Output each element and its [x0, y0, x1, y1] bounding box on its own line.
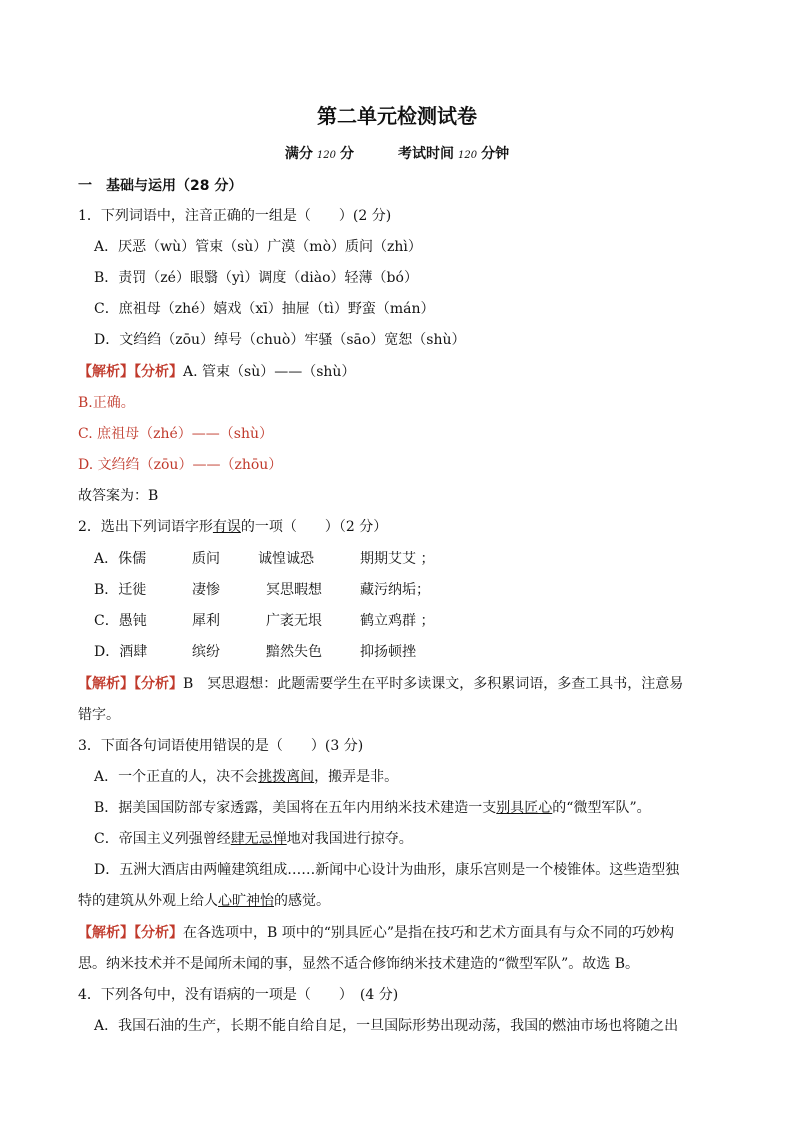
option-word: 缤纷	[192, 644, 220, 660]
question-1-answer: 故答案为：B	[78, 488, 159, 504]
question-1-option-d: D．文绉绉（zōu）绰号（chuò）牢骚（sāo）宽恕（shù）	[94, 332, 466, 348]
question-2-analysis-cont: 错字。	[78, 707, 120, 723]
option-word: 抑扬顿挫	[360, 644, 416, 660]
full-score-unit: 分	[340, 146, 354, 162]
analysis-text: 在各选项中，B 项中的“别具匠心”是指在技巧和艺术方面具有与众不同的巧妙构	[183, 925, 675, 941]
analysis-line-c: C. 庶祖母（zhé）——（shù）	[78, 426, 274, 442]
question-3-stem: 3．下面各句词语使用错误的是（ ）(3 分)	[78, 738, 364, 754]
option-text: C．帝国主义列强曾经	[94, 831, 231, 847]
question-1-stem: 1．下列词语中，注音正确的一组是（ ）(2 分)	[78, 208, 392, 224]
question-2-stem	[78, 517, 387, 537]
question-4-stem: 4．下列各句中，没有语病的一项是（ ） (4 分)	[78, 987, 399, 1003]
question-3-analysis	[78, 923, 674, 943]
option-text: 的“微型军队”。	[552, 800, 651, 816]
question-2-stem-pre: 2．选出下列词语字形	[78, 519, 213, 535]
question-2-option-a	[94, 549, 434, 569]
option-word: 鹤立鸡群 ；	[360, 613, 435, 629]
question-3-option-a	[94, 767, 398, 787]
question-1-option-a: A．厌恶（wù）管束（sù）广漠（mò）质问（zhì）	[94, 239, 422, 255]
option-underlined: 别具匠心	[496, 800, 553, 816]
analysis-tag: 【解析】【分析】	[78, 925, 183, 941]
option-text: 地对我国进行掠夺。	[286, 831, 413, 847]
exam-time-unit: 分钟	[481, 146, 510, 162]
question-2-option-c	[94, 611, 434, 631]
question-4-option-a: A．我国石油的生产，长期不能自给自足，一旦国际形势出现动荡，我国的燃油市场也将随之出	[94, 1018, 679, 1034]
option-word: 黯然失色	[266, 644, 322, 660]
question-3-analysis-cont: 思。纳米技术并不是闻所未闻的事，显然不适合修饰纳米技术建造的“微型军队”。故选 B。	[78, 956, 640, 972]
option-word: 冥思暇想	[266, 582, 322, 598]
option-underlined: 挑拨离间	[258, 769, 315, 785]
option-text: 特的建筑从外观上给人	[78, 893, 218, 909]
option-word: 藏污纳垢；	[360, 582, 430, 598]
option-word: 质问	[192, 551, 220, 567]
option-underlined: 肆无忌惮	[230, 831, 287, 847]
option-word: 诚惶诚恐	[258, 551, 314, 567]
analysis-text: A. 管束（sù）——（shù）	[183, 364, 356, 380]
question-2-stem-underlined: 有误	[212, 519, 241, 535]
section-heading: 一 基础与运用（28 分）	[78, 178, 243, 194]
question-1-option-c: C．庶祖母（zhé）嬉戏（xī）抽屉（tì）野蛮（mán）	[94, 301, 435, 317]
option-text: ，搬弄是非。	[314, 769, 399, 785]
option-word: C．愚钝	[94, 613, 147, 629]
question-1-analysis	[78, 362, 355, 382]
full-score-value: 120	[316, 150, 336, 161]
page-subtitle	[0, 144, 794, 166]
question-3-option-d-cont	[78, 891, 330, 911]
analysis-line-b: B.正确。	[78, 395, 135, 411]
option-text: 的感觉。	[274, 893, 330, 909]
option-word: B．迁徙	[94, 582, 147, 598]
question-3-option-d: D．五洲大酒店由两幢建筑组成……新闻中心设计为曲形，康乐宫则是一个棱锥体。这些造型独	[94, 862, 680, 878]
exam-time-value: 120	[458, 150, 478, 161]
analysis-text: B 冥思遐想：此题需要学生在平时多读课文，多积累词语，多查工具书，注意易	[183, 676, 684, 692]
option-word: 凄惨	[192, 582, 220, 598]
option-word: 期期艾艾 ；	[360, 551, 435, 567]
analysis-tag: 【解析】【分析】	[78, 676, 183, 692]
analysis-line-d: D. 文绉绉（zōu）——（zhōu）	[78, 457, 283, 473]
option-word: 犀利	[192, 613, 220, 629]
question-3-option-c	[94, 829, 413, 849]
option-text: B．据美国国防部专家透露，美国将在五年内用纳米技术建造一支	[94, 800, 497, 816]
option-underlined: 心旷神怡	[218, 893, 274, 909]
option-word: D．酒肆	[94, 644, 148, 660]
page-title: 第二单元检测试卷	[317, 104, 477, 128]
question-1-option-b: B．责罚（zé）眼翳（yì）调度（diào）轻薄（bó）	[94, 270, 418, 286]
full-score-label: 满分	[284, 146, 313, 162]
question-2-option-d	[94, 642, 416, 662]
option-text: A．一个正直的人，决不会	[94, 769, 259, 785]
option-word: A．侏儒	[94, 551, 147, 567]
question-3-option-b	[94, 798, 651, 818]
option-word: 广袤无垠	[266, 613, 322, 629]
analysis-tag: 【解析】【分析】	[78, 364, 183, 380]
question-2-analysis	[78, 674, 683, 694]
question-2-option-b	[94, 580, 430, 600]
exam-time-label: 考试时间	[398, 146, 454, 162]
question-2-stem-post: 的一项（ ）（2 分）	[240, 519, 388, 535]
